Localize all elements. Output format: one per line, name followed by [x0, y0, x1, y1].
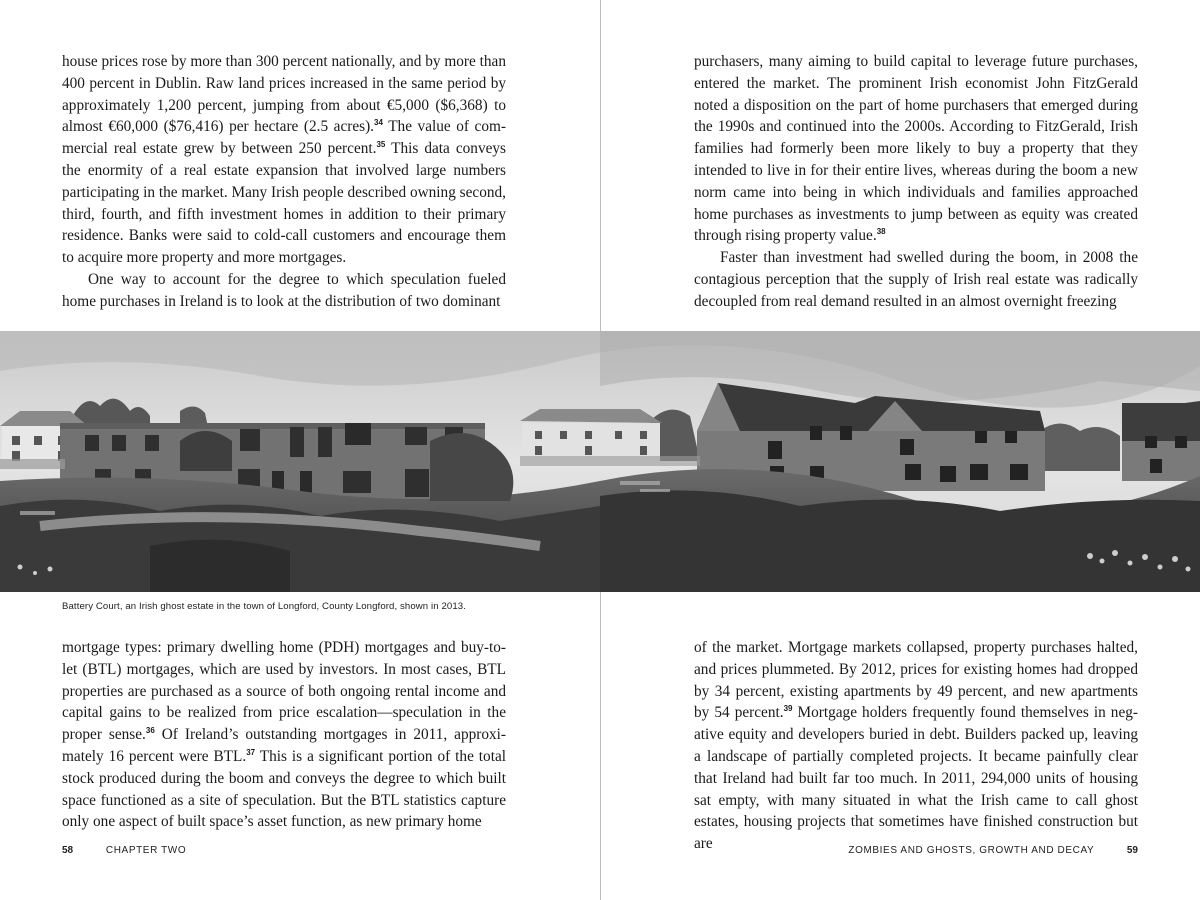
ghost-estate-photo: [0, 331, 1200, 592]
footnote-reference[interactable]: 38: [876, 227, 886, 237]
paragraph-text: This data conveys the enormity of a real estate expansion that involved large numbers participating in the market. Many Irish people described owning second, third, fourth, and fifth investment homes in addition to their primary residence. Banks were said to cold-call customers and encourage them to acquire more property and more mortgages.: [62, 140, 506, 267]
paragraph-text: mortgage types: primary dwelling home (PDH) mortgages and buy-to-let (BTL) mortgages, which are used by investors. In most cases, BTL properties are purchased as a source of both ongoing rental income and capital gains to be realized from price escalation—speculation in the proper sense.: [62, 639, 506, 744]
paragraph-text: Faster than investment had swelled during the boom, in 2008 the contagious perception that the supply of Irish real estate was radically decoupled from real demand resulted in an almost overnight freezing: [694, 249, 1138, 310]
footnote-reference[interactable]: 35: [376, 140, 386, 150]
right-bottom-text: [694, 637, 1138, 855]
paragraph-text: This is a significant portion of the total stock produced during the boom and conveys the degree to which built space functioned as a site of speculation. But the BTL statistics capture only one aspect of built space’s asset function, as new primary home: [62, 747, 506, 831]
right-top-text: [694, 51, 1138, 313]
body-paragraph: [694, 51, 1138, 247]
paragraph-text: One way to account for the degree to which speculation fueled home purchases in Ireland is to look at the distribution of two dominant: [62, 270, 506, 310]
paragraph-text: The value of commercial real estate grew by between 250 percent.: [62, 118, 506, 158]
left-top-text: [62, 51, 506, 313]
left-footer: [62, 845, 186, 856]
body-paragraph: [694, 637, 1138, 855]
page-number-right: 59: [1126, 845, 1138, 856]
body-paragraph: [62, 269, 506, 313]
paragraph-text: Of Ireland’s outstanding mortgages in 2011, approximately 16 percent were BTL.: [62, 726, 506, 765]
running-head-left: CHAPTER TWO: [105, 845, 187, 856]
paragraph-text: purchasers, many aiming to build capital to leverage future purchases, entered the market. The prominent Irish economist John FitzGerald noted a disposition on the part of home purchasers that emerged during the 1990s and continued into the 2000s. According to FitzGerald, Irish families had formerly been more likely to buy a property that they intended to live in for their entire lives, whereas during the boom a new norm came into being in which individuals and families approached home purchases as investments to jump between as equity was created through rising property value.: [694, 53, 1138, 245]
body-paragraph: [62, 637, 506, 833]
footnote-reference[interactable]: 36: [145, 726, 155, 736]
right-footer: [848, 845, 1138, 856]
paragraph-text: Mortgage holders frequently found themselves in negative equity and developers buried in debt. Builders packed up, leaving a landscape of partially completed projects. It became painfully clear that Ireland had built far too much. In 2011, 294,000 units of housing sat empty, with many situated in what the Irish came to call ghost estates, housing projects that sometimes have finished construction but are: [694, 704, 1139, 853]
paragraph-text: of the market. Mortgage markets collapsed, property purchases halted, and prices plummeted. By 2012, prices for existing homes had dropped by 34 percent, existing apartments by 49 percent, and new apartments by 54 percent.: [694, 639, 1138, 722]
running-head-right: ZOMBIES AND GHOSTS, GROWTH AND DECAY: [848, 845, 1095, 856]
footnote-reference[interactable]: 34: [374, 118, 383, 128]
page-number-left: 58: [62, 845, 74, 856]
ruined-house-far-right: [1122, 401, 1200, 481]
paragraph-text: house prices rose by more than 300 percent nationally, and by more than 400 percent in Dublin. Raw land prices increased in the same period by approximately 1,200 percent, jumping from about €5,000 ($6,368) to almost €60,000 ($76,416) per hectare (2.5 acres).: [62, 53, 506, 136]
body-paragraph: [62, 51, 506, 269]
ghost-estate-illustration: [0, 331, 1200, 592]
finished-houses-center: [520, 409, 662, 461]
left-bottom-text: [62, 637, 506, 833]
body-paragraph: [694, 247, 1138, 312]
footnote-reference[interactable]: 37: [246, 747, 256, 757]
figure-caption: Battery Court, an Irish ghost estate in the town of Longford, County Longford, shown in 2013.: [62, 601, 466, 612]
footnote-reference[interactable]: 39: [783, 704, 793, 714]
